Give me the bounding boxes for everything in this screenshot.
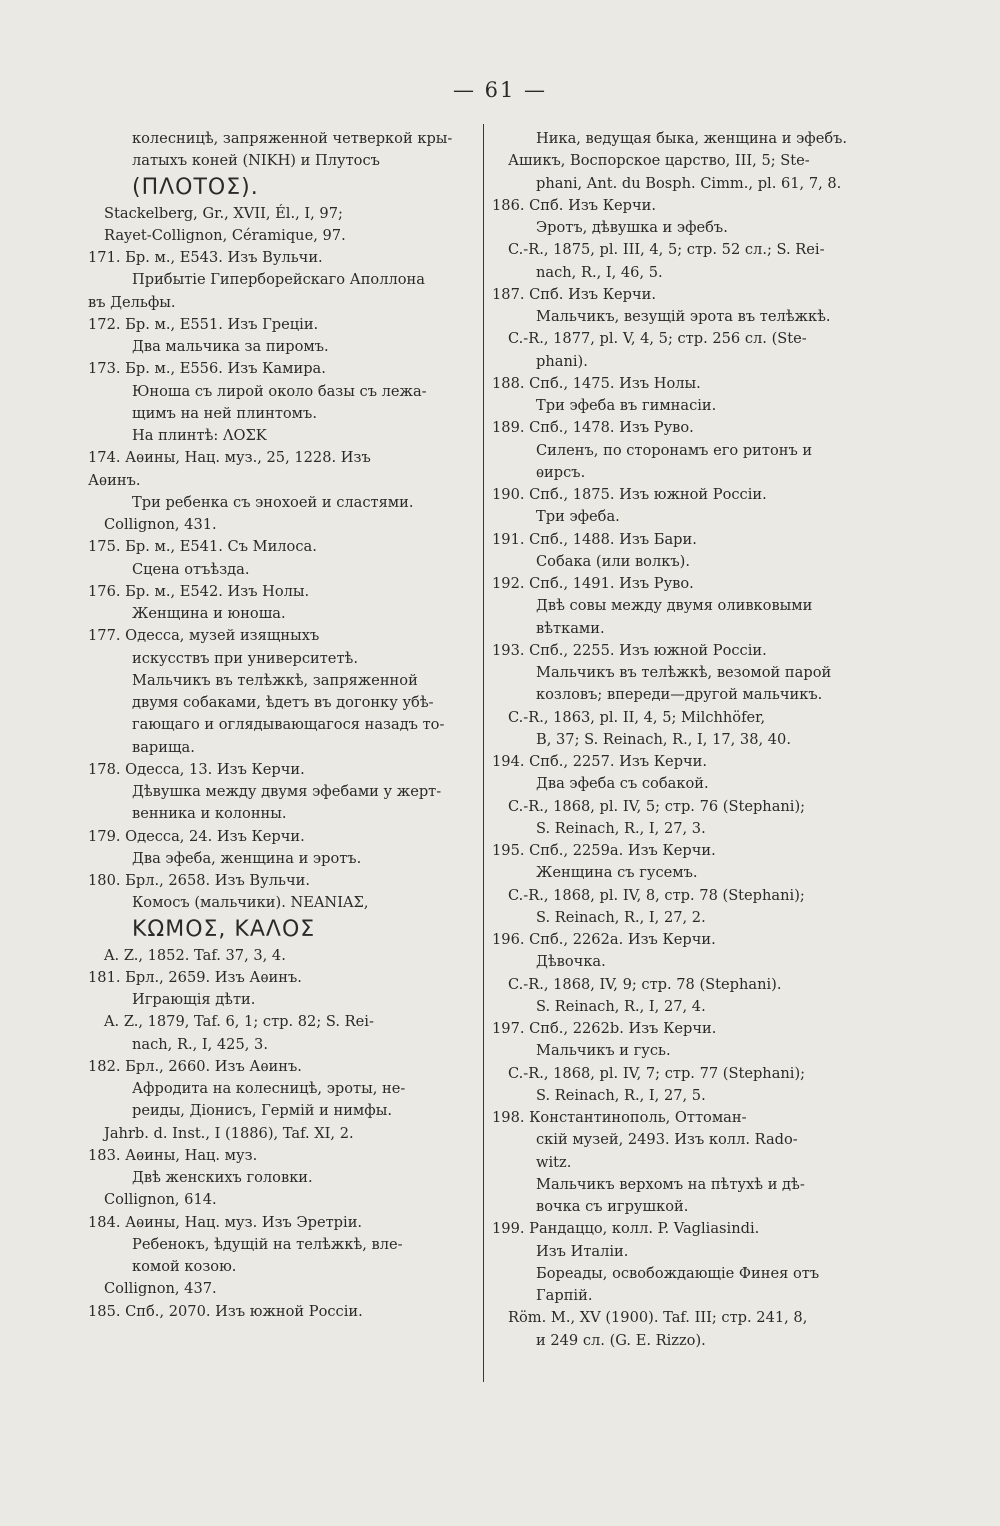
- text-line: Stackelberg, Gr., XVII, Él., I, 97;: [104, 204, 343, 222]
- text-line: Rayet-Collignon, Céramique, 97.: [104, 226, 346, 244]
- text-line: Прибытіе Гиперборейскаго Аполлона: [132, 271, 425, 289]
- text-line: Collignon, 431.: [104, 516, 217, 533]
- text-line: 182. Брл., 2660. Изъ Аѳинъ.: [88, 1057, 302, 1075]
- text-line: Силенъ, по сторонамъ его ритонъ и: [536, 441, 813, 459]
- text-line: ΚΩΜΟΣ, ΚΑΛΟΣ: [132, 916, 316, 942]
- text-line: Röm. M., XV (1900). Taf. III; стр. 241, 8,: [508, 1309, 808, 1327]
- text-line: Три эфеба въ гимнасіи.: [536, 397, 717, 414]
- text-line: Мальчикъ въ телѣжкѣ, запряженной: [132, 671, 418, 689]
- text-line: и 249 сл. (G. E. Rizzo).: [536, 1331, 706, 1349]
- text-line: Два эфеба, женщина и эротъ.: [132, 849, 362, 867]
- text-line: щимъ на ней плинтомъ.: [132, 404, 317, 422]
- text-line: C.-R., 1868, pl. IV, 5; стр. 76 (Stephani);: [508, 797, 806, 815]
- text-line: вѣтками.: [536, 619, 605, 637]
- text-line: 187. Спб. Изъ Керчи.: [492, 285, 656, 303]
- text-line: 179. Одесса, 24. Изъ Керчи.: [88, 827, 305, 845]
- text-line: C.-R., 1875, pl. III, 4, 5; стр. 52 сл.; S. Rei-: [508, 241, 825, 259]
- text-line: Играющія дѣти.: [132, 991, 256, 1008]
- text-line: Мальчикъ и гусь.: [536, 1042, 671, 1060]
- text-line: искусствъ при университетѣ.: [132, 649, 358, 667]
- text-line: 193. Спб., 2255. Изъ южной Россіи.: [492, 641, 767, 659]
- text-line: B, 37; S. Reinach, R., I, 17, 38, 40.: [536, 730, 791, 748]
- text-line: 186. Спб. Изъ Керчи.: [492, 196, 656, 214]
- text-line: Женщина съ гусемъ.: [536, 864, 698, 882]
- text-line: A. Z., 1879, Taf. 6, 1; стр. 82; S. Rei-: [104, 1013, 374, 1031]
- text-line: Эротъ, дѣвушка и эфебъ.: [536, 219, 728, 236]
- text-line: Женщина и юноша.: [132, 605, 286, 622]
- text-line: S. Reinach, R., I, 27, 4.: [536, 997, 706, 1015]
- text-line: A. Z., 1852. Taf. 37, 3, 4.: [104, 946, 286, 964]
- text-line: 175. Бр. м., Е541. Съ Милоса.: [88, 538, 317, 556]
- text-line: 177. Одесса, музей изящныхъ: [88, 627, 320, 645]
- text-line: варища.: [132, 738, 195, 756]
- text-line: 174. Аѳины, Нац. муз., 25, 1228. Изъ: [88, 449, 371, 467]
- text-line: Собака (или волкъ).: [536, 552, 690, 570]
- text-line: (ΠΛΟΤΟΣ).: [132, 174, 259, 200]
- text-line: Дѣвушка между двумя эфебами у жерт-: [132, 783, 442, 800]
- text-line: Аѳинъ.: [88, 471, 141, 489]
- text-line: witz.: [536, 1153, 572, 1171]
- left-column: [88, 128, 472, 1323]
- text-line: 196. Спб., 2262a. Изъ Керчи.: [492, 931, 716, 948]
- text-line: Ребенокъ, ѣдущій на телѣжкѣ, вле-: [132, 1235, 403, 1253]
- text-line: колесницѣ, запряженной четверкой кры-: [132, 130, 453, 147]
- text-line: Бореады, освобождающіе Финея отъ: [536, 1264, 820, 1282]
- text-line: S. Reinach, R., I, 27, 2.: [536, 908, 706, 926]
- text-line: реиды, Діонисъ, Гермій и нимфы.: [132, 1102, 392, 1120]
- text-line: Collignon, 437.: [104, 1280, 217, 1298]
- text-line: C.-R., 1868, pl. IV, 8, стр. 78 (Stephani);: [508, 886, 805, 904]
- text-line: 173. Бр. м., Е556. Изъ Камира.: [88, 360, 326, 378]
- text-line: S. Reinach, R., I, 27, 3.: [536, 819, 706, 837]
- text-line: 183. Аѳины, Нац. муз.: [88, 1146, 258, 1164]
- text-line: 192. Спб., 1491. Изъ Руво.: [492, 575, 694, 592]
- text-line: гающаго и оглядывающагося назадъ то-: [132, 716, 445, 734]
- text-line: Три эфеба.: [536, 508, 620, 526]
- text-line: комой козою.: [132, 1258, 237, 1275]
- text-line: Jahrb. d. Inst., I (1886), Taf. XI, 2.: [104, 1124, 354, 1142]
- text-line: Мальчикъ верхомъ на пѣтухѣ и дѣ-: [536, 1175, 805, 1193]
- text-line: Два эфеба съ собакой.: [536, 775, 709, 793]
- text-line: 171. Бр. м., Е543. Изъ Вульчи.: [88, 249, 323, 266]
- text-line: 194. Спб., 2257. Изъ Керчи.: [492, 753, 708, 770]
- text-line: 178. Одесса, 13. Изъ Керчи.: [88, 760, 305, 778]
- text-line: Мальчикъ въ телѣжкѣ, везомой парой: [536, 664, 832, 681]
- text-line: 180. Брл., 2658. Изъ Вульчи.: [88, 872, 310, 889]
- text-line: Сцена отъѣзда.: [132, 560, 250, 578]
- text-line: Гарпій.: [536, 1287, 593, 1304]
- text-line: двумя собаками, ѣдетъ въ догонку убѣ-: [132, 694, 434, 711]
- text-line: Юноша съ лирой около базы съ лежа-: [132, 382, 427, 400]
- text-line: 181. Брл., 2659. Изъ Аѳинъ.: [88, 968, 302, 986]
- text-line: Комосъ (мальчики). ΝΕΑΝΙΑΣ,: [132, 894, 369, 912]
- text-line: козловъ; впереди—другой мальчикъ.: [536, 686, 823, 704]
- text-line: 184. Аѳины, Нац. муз. Изъ Эретріи.: [88, 1213, 363, 1231]
- text-line: На плинтѣ: ΛΟΣΚ: [132, 427, 267, 444]
- text-line: венника и колонны.: [132, 805, 287, 823]
- text-line: ѳирсъ.: [536, 463, 586, 481]
- text-line: Дѣвочка.: [536, 953, 606, 971]
- text-line: 188. Спб., 1475. Изъ Нолы.: [492, 374, 701, 392]
- text-line: C.-R., 1877, pl. V, 4, 5; стр. 256 сл. (Ste-: [508, 330, 807, 348]
- text-line: 197. Спб., 2262b. Изъ Керчи.: [492, 1020, 717, 1037]
- text-line: Двѣ женскихъ головки.: [132, 1169, 313, 1186]
- text-line: nach, R., I, 425, 3.: [132, 1035, 268, 1053]
- text-line: 199. Рандаццо, колл. P. Vagliasindi.: [492, 1220, 760, 1238]
- text-line: Два мальчика за пиромъ.: [132, 338, 329, 355]
- text-line: 185. Спб., 2070. Изъ южной Россіи.: [88, 1302, 363, 1320]
- text-line: 191. Спб., 1488. Изъ Бари.: [492, 530, 697, 548]
- text-line: Ника, ведущая быка, женщина и эфебъ.: [536, 130, 848, 147]
- text-line: phani).: [536, 352, 588, 370]
- text-line: Три ребенка съ энохоей и сластями.: [132, 493, 414, 511]
- right-column: [492, 128, 872, 1352]
- text-line: 189. Спб., 1478. Изъ Руво.: [492, 419, 694, 437]
- text-line: Ашикъ, Воспорское царство, III, 5; Ste-: [508, 152, 810, 170]
- text-line: Двѣ совы между двумя оливковыми: [536, 597, 813, 615]
- text-line: C.-R., 1868, pl. IV, 7; стр. 77 (Stephani);: [508, 1064, 806, 1082]
- text-line: 198. Константинополь, Оттоман-: [492, 1109, 747, 1126]
- text-line: вочка съ игрушкой.: [536, 1198, 689, 1215]
- text-line: S. Reinach, R., I, 27, 5.: [536, 1086, 706, 1104]
- text-line: 176. Бр. м., Е542. Изъ Нолы.: [88, 582, 310, 600]
- text-line: nach, R., I, 46, 5.: [536, 263, 663, 281]
- column-divider: [483, 124, 484, 1382]
- text-line: Афродита на колесницѣ, эроты, не-: [132, 1080, 406, 1097]
- text-line: 172. Бр. м., Е551. Изъ Греціи.: [88, 315, 319, 333]
- text-line: Мальчикъ, везущій эрота въ телѣжкѣ.: [536, 308, 831, 325]
- text-line: 195. Спб., 2259a. Изъ Керчи.: [492, 842, 716, 859]
- text-line: въ Дельфы.: [88, 293, 176, 311]
- text-line: латыхъ коней (ΝΙΚΗ) и Плутосъ: [132, 152, 380, 170]
- text-line: Collignon, 614.: [104, 1191, 217, 1209]
- text-line: C.-R., 1868, IV, 9; стр. 78 (Stephani).: [508, 975, 782, 993]
- text-line: C.-R., 1863, pl. II, 4, 5; Milchhöfer,: [508, 708, 766, 726]
- page-number: — 61 —: [452, 78, 548, 102]
- text-line: 190. Спб., 1875. Изъ южной Россіи.: [492, 486, 767, 503]
- text-line: скій музей, 2493. Изъ колл. Rado-: [536, 1131, 798, 1149]
- text-line: Изъ Италіи.: [536, 1242, 629, 1260]
- text-line: phani, Ant. du Bosph. Cimm., pl. 61, 7, 8.: [536, 174, 842, 192]
